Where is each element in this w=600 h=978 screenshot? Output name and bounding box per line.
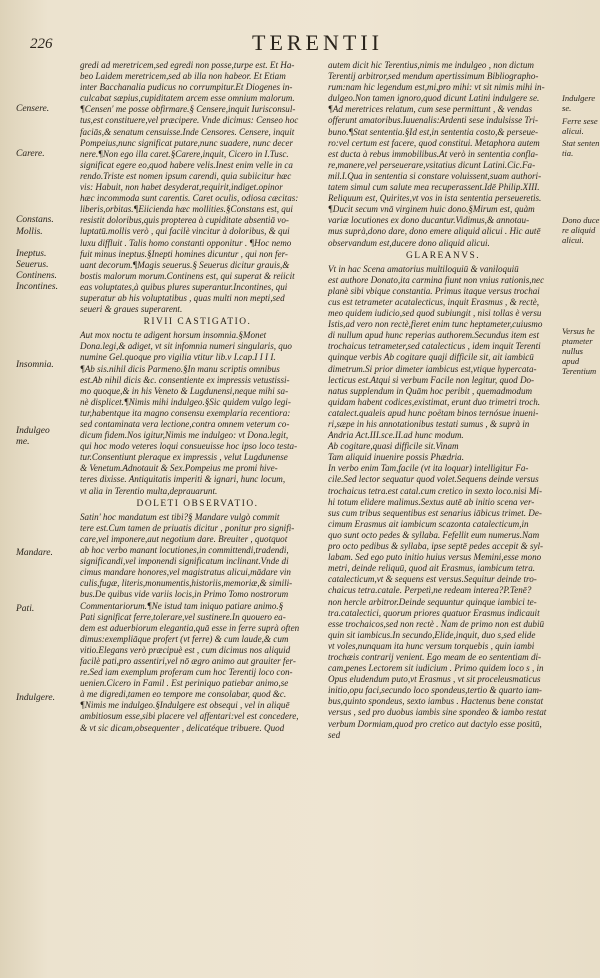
margin-note: me. xyxy=(16,437,30,448)
text-line: ¶Censen' me posse obfirmare.§ Censere,inquit Iurisconsul- xyxy=(80,104,296,115)
text-line: sed contaminata vera lectione,contra omnem veterum co- xyxy=(80,419,290,429)
text-line: Tam aliquid inuenire possis Phædria. xyxy=(328,452,465,463)
text-line: bostis malorum morum.Continens est, qui superat & reiicit xyxy=(80,270,295,281)
text-line: significandi,vel imponendi significatum inclinant.Vnde di xyxy=(80,556,289,567)
text-line: dimus:exempliāque profert (vt ferre) & cum laude,& cum xyxy=(80,633,289,644)
margin-note: Versus he ptameter nullus apud Terentium xyxy=(562,326,597,377)
text-line: mo quoque,& in his Veneto & Lugdunensi,neque mihi sa- xyxy=(80,385,289,396)
text-line: Aut mox noctu te adigent horsum insomnia.§Monet xyxy=(80,330,267,341)
margin-note: Ineptus. xyxy=(16,248,47,259)
text-line: ¶Nimis me indulgeo.§Indulgere est obsequi , vel in aliquē xyxy=(80,700,290,711)
text-line: hi totum elidere malimus.Sextus autē ab initio scena ver- xyxy=(328,496,535,507)
text-line: mil.I.Qua in sententia si constare voluissent,suam authori- xyxy=(328,170,542,181)
margin-note: Indulgere se. xyxy=(562,93,596,114)
text-line: liberis,orbitas.¶Eiicienda hæc mollities.§Constans est, qui xyxy=(80,204,293,215)
text-line: esse trochaicos,sed non rectè . Nam de primo non est dubiū xyxy=(328,618,545,629)
text-line: catalecticum,vt & sequens est versus.Sequitur deinde tro- xyxy=(328,574,537,585)
running-header xyxy=(30,30,580,54)
text-line: Pompeius,nunc significat putare,nunc suadere, nunc decer xyxy=(80,137,293,148)
text-line: quin sit iambicus.In secundo,Elide,inquit, duo s,sed elide xyxy=(328,629,536,640)
text-line: numine Gel.quoque pro vigilia vtitur lib.v I.cap.I I I I. xyxy=(80,352,276,363)
text-line: variæ locutiones ex dono ducantur.Vidimus,& annotau- xyxy=(328,215,530,226)
text-line: sus cum tribus sequentibus est senarius iābicus trimet. De- xyxy=(328,507,542,518)
text-line: tus,est constituere,vel præcipere. Vnde dicimus: Censeo hoc xyxy=(80,115,299,126)
text-line: ri,sæpe in his annotationibus testati sumus , & suprà in xyxy=(328,419,530,429)
text-line: Reliquum est, Quirites,vt vos in ista sententia perseueretis. xyxy=(328,193,542,204)
text-line: ro:vel certum est facere, quod constitui. Metaphora autem xyxy=(328,137,540,148)
text-line: Vt in hac Scena amatorius multiloquiū & vaniloquiū xyxy=(328,263,519,274)
text-line: vitio.Elegans verò præcipuè est , cum dicimus nos aliquid xyxy=(80,644,291,655)
margin-note: Insomnia. xyxy=(16,359,54,370)
margin-note: Constans. xyxy=(16,215,54,226)
text-line: rendo.Triste est nomen ipsum carendi, quia subiicitur hæc xyxy=(80,170,292,181)
margin-note: Ferre sese alicui. xyxy=(562,115,598,136)
text-line: non hercle arbitror.Deinde sequuntur quinque iambici te- xyxy=(328,596,537,607)
text-line: Ab cogitare,quasi difficile sit.Vinam xyxy=(328,441,459,452)
text-line: gredi ad meretricem,sed egredi non posse,turpe est. Et Ha- xyxy=(80,60,295,70)
text-line: catalect.qualeis apud hunc poëtam binos ternósue inueni- xyxy=(328,407,539,418)
text-line: luxu diffluit . Talis homo constanti opponitur . ¶Hoc nemo xyxy=(80,237,292,248)
text-line: quinque verbis Ab cogitare quaji difficile sit, ait iambicū xyxy=(328,352,534,363)
margin-note: Carere. xyxy=(16,148,45,159)
margin-note: Mandare. xyxy=(16,548,53,559)
text-line: trochaicus tetrameter,sed catalecticus , idem inquit Terenti xyxy=(328,341,541,352)
text-line: superatur ab his voluptatibus , quas multi non mepti,sed xyxy=(80,292,285,303)
text-line: versus , sed pro duobus iambis sine spondeo & iambo restat xyxy=(328,707,547,718)
text-line: facilè pati,pro assentiri,vel nō ægro animo aut grauiter fer- xyxy=(80,655,296,666)
section-heading: GLAREANVS. xyxy=(405,250,481,261)
text-line: & Venetum.Adnotauit & Sex.Pompeius me promi hive- xyxy=(80,463,278,474)
text-line: Satin' hoc mandatum est tibi?§ Mandare vulgò commit xyxy=(80,511,280,522)
text-line: ¶Ducit secum vnā virginem huic dono.§Mirum est, quàm xyxy=(328,204,535,215)
text-line: sed xyxy=(328,729,341,740)
text-line: bus.De quibus vide variis locis,in Primo Tomo nostrorum xyxy=(80,589,289,600)
text-line: observandum est,ducere dono aliquid alicui. xyxy=(328,237,490,248)
margin-note: Censere. xyxy=(16,104,50,115)
text-line: vt alia in Terentio multa,deprauarunt. xyxy=(80,485,218,496)
text-line: chaicus tetra.catale. Perpetì,ne redeam interea?P.Tenē? xyxy=(328,585,532,596)
text-line: culcabat sæpius,cupiditatem arcem esse omnium malorum. xyxy=(80,93,295,104)
text-line: planè sibi vbique constantia. Primus itaque versus trochai xyxy=(328,285,540,296)
text-line: dem est aduerbiorum elegantia,quā esse in ferre suprà often xyxy=(80,622,300,633)
text-line: offerunt amatoribus.Iuuenalis:Ardenti sese indulsisse Tri- xyxy=(328,115,539,126)
text-line: verbum Dormiam,quod pro cretico aut dactylo esse positū, xyxy=(328,718,542,729)
text-line: Terentij arbitror,sed mendum apertissimum Bibliographo- xyxy=(328,71,539,82)
text-line: ab hoc verbo manant locutiones,in committendi,tradendi, xyxy=(80,545,289,556)
text-line: tur,habentque ita magno consensu exemplaria recentiora: xyxy=(80,407,291,418)
text-line: trochæis contrarij venient. Ego meam de eo sententiam di- xyxy=(328,651,542,662)
margin-note: Dono duce re aliquid alicui. xyxy=(562,215,600,246)
margin-note: Seuerus. xyxy=(16,259,49,270)
text-line: tur.Consentiunt pleraque ex impressis , velut Lugdunense xyxy=(80,452,288,463)
text-line: natus supplendum in Quām hoc peribit , quemadmodum xyxy=(328,385,533,396)
text-line: cus est tetrameter acatalecticus, inquit Erasmus , & rectè, xyxy=(328,296,540,307)
text-line: Pati significat ferre,tolerare,vel sustinere.In quouero ea- xyxy=(80,611,286,622)
text-line: uant decorum.¶Magis seuerus.§ Seuerus dicitur grauis,& xyxy=(80,259,290,270)
text-line: significat egere eo,quod habere velis.Inest enim velle in ca xyxy=(80,159,293,170)
text-line: vis: Habuit, non habet desyderat,requirit,indiget.opinor xyxy=(80,182,283,193)
text-line: cimum Erasmus ait iambicum scazonta catalecticum,in xyxy=(328,518,529,529)
text-line: autem dicit hic Terentius,nimis me indulgeo , non dictum xyxy=(328,60,534,70)
text-line: bus,quinto spondeus, sexto iambus . Hactenus bene constat xyxy=(328,696,544,707)
text-line: Commentariorum.¶Ne istud tam iniquo patiare animo.§ xyxy=(80,600,284,611)
text-line: eas voluptates,à quibus plures superantur.Incontines, qui xyxy=(80,281,288,292)
text-line: dimetrum.Si prior dimeter iambicus est,vtique hypercata- xyxy=(328,363,537,374)
text-line: Istis,ad vero non rectè,fieret enim tunc heptameter,cuiusmo xyxy=(328,319,543,330)
text-line: quo sunt octo pedes & syllaba. Fefellit eum numerus.Nam xyxy=(328,529,540,540)
left-text-column xyxy=(80,60,315,734)
text-line: uenien.Cicero in Famil . Est periniquo patiebar animo,se xyxy=(80,678,289,689)
text-line: est authore Donato,ita carmina fiunt non vnius rationis,nec xyxy=(328,274,545,285)
text-line: metri, deinde reliquū, quod ait Erasmus, iambicum tetra. xyxy=(328,563,536,574)
text-line: culis,fugæ, literis,monumentis,historiis,memoriæ,& simili- xyxy=(80,578,293,589)
text-line: care,vel imponere,aut negotium dare. Breuiter , quotquot xyxy=(80,533,288,544)
text-line: re.Sed iam exemplum proferam cum hoc Terentij loco con- xyxy=(80,667,293,678)
text-line: qui hoc modo veteres loqui consueuisse hoc ipso loco testa- xyxy=(80,441,298,452)
running-title: TERENTII xyxy=(252,30,383,55)
text-line: nè displicet.¶Nimis mihi indulgeo.§Sic quidem vulgo legi- xyxy=(80,396,291,407)
text-line: nere.¶Non ego illa caret.§Carere,inquit, Cicero in I.Tusc. xyxy=(80,148,289,159)
text-line: di nullum apud hunc reperias authorem.Secundus item est xyxy=(328,330,539,341)
section-heading: RIVII CASTIGATIO. xyxy=(143,317,252,328)
text-line: quidam habent codices,existimat, erunt duo trimetri troch. xyxy=(328,396,541,407)
text-line: cam,penes Lectorem sit iudicium . Primo quidem loco s , in xyxy=(328,663,544,674)
text-line: tra.catalectici, quorum priores quatuor Erasmus indicauit xyxy=(328,607,540,618)
text-line: mus suprà,dono dare, dono emere aliquid alicui . Hic autē xyxy=(328,226,541,237)
page-number: 226 xyxy=(30,36,53,52)
text-line: & vt sic dicam,obsequenter , delicatéque tribuere. Quod xyxy=(80,722,285,733)
text-line: teres dixisse. Antiquitatis imperiti & ignari, hunc locum, xyxy=(80,474,286,485)
text-line: seueri & graues superarent. xyxy=(80,304,183,315)
text-line: est.Ab nihil dicis &c. consentiente ex impressis vetustissi- xyxy=(80,374,290,385)
text-line: est ducta à rebus immobilibus.At verò in sententia confla- xyxy=(328,148,539,159)
margin-note: Mollis. xyxy=(16,226,43,237)
text-line: re,manere,vel perseuerare,vsitatius dicunt Latini.Cic.Fa- xyxy=(328,159,536,170)
text-line: trochaicus tetra.est catal.cum cretico in sexto loco.nisi Mi- xyxy=(328,485,542,496)
text-line: lecticus est.Atqui si verbum Facile non legitur, quod Do- xyxy=(328,374,535,385)
text-line: initio,opu faci,secundo loco spondeus,tertio & quarto iam- xyxy=(328,685,542,696)
text-line: fuit minus ineptus.§Inepti homines dicuntur , qui non fer- xyxy=(80,248,288,259)
right-text-column xyxy=(328,60,558,741)
text-line: inter Bacchanalia pudicus no corrumpitur.Et Diogenes in- xyxy=(80,82,293,93)
text-line: resistit doloribus,quis propterea à cupiditate absentiā vo- xyxy=(80,215,289,226)
text-line: Andria Act.III.sce.II.ad hunc modum. xyxy=(328,430,464,441)
text-line: tere est.Cum tamen de priuatis dicitur , ponitur pro signifi- xyxy=(80,522,295,533)
text-line: luptatū.mollis verò , qui facilè vincitur à doloribus, & qui xyxy=(80,226,290,237)
margin-note: Indulgere. xyxy=(16,692,55,703)
text-line: meo quidem iudicio,sed quod subiungit , nisi tollas è versu xyxy=(328,308,542,319)
text-line: rum:nam hic legendum est,mi,pro mihi: vt sit nimis mihi in- xyxy=(328,82,545,93)
text-line: tatem simul cum salute mea recuperassent.Idē Philip.XIII. xyxy=(328,182,540,193)
text-line: faciās,& senatum censuisse.Inde Censores. Censere, inquit xyxy=(80,126,295,137)
section-heading: DOLETI OBSERVATIO. xyxy=(136,498,259,509)
text-line: beo Laidem meretricem,sed ab illa non habeor. Et Etiam xyxy=(80,71,286,82)
text-line: buno.¶Stat sententia.§Id est,in sententia costo,& perseue- xyxy=(328,126,539,137)
text-line: Opus eludendum puto,vt Erasmus , vt sit proceleusmaticus xyxy=(328,674,541,685)
margin-note: Stat senten tia. xyxy=(562,137,600,158)
text-line: ¶Ab sis.nihil dicis Parmeno.§In manu scriptis omnibus xyxy=(80,363,280,374)
text-line: In verbo enim Tam,facile (vt ita loquar) intelligitur Fa- xyxy=(328,463,529,474)
margin-note: Pati. xyxy=(16,603,35,614)
text-line: à me digredi,tamen eo tempore me consolabar, quod &c. xyxy=(80,689,287,700)
text-line: labam. Sed ego puto initio huius versus Memini,esse mono xyxy=(328,552,542,563)
text-line: dicum fidem.Nos igitur,Nimis me indulgeo: vt Dona.legit, xyxy=(80,430,289,441)
text-line: vt voles,nunquam ita hunc versum torquebis , quin iambi xyxy=(328,640,535,651)
text-line: Dona.legi,& adiget, vt sit infomnia numeri singularis, quo xyxy=(80,341,292,352)
text-line: dulgeo.Non tamen ignoro,quod dicunt Latini indulgere se. xyxy=(328,93,540,104)
text-line: cile.Sed lector sequatur quod volet.Sequens deinde versus xyxy=(328,474,539,485)
text-line: hæc incommoda sunt carentis. Caret oculis, odiosa cæcitas: xyxy=(80,193,299,204)
margin-note: Indulgeo xyxy=(16,426,50,437)
text-line: cimus mandare honores,vel magistratus alicui,mādare vin xyxy=(80,567,291,578)
margin-note: Incontines. xyxy=(16,282,58,292)
text-line: ¶Ad meretrices relatum, cum sese permittunt , & vendas xyxy=(328,104,533,115)
margin-note: Continens. xyxy=(16,270,57,281)
text-line: pro octo pedibus & syllaba, ipse septē pedes accepit & syl- xyxy=(328,541,544,552)
text-line: ambitiosum esse,sibi placere vel affentari:vel est concedere, xyxy=(80,711,299,722)
